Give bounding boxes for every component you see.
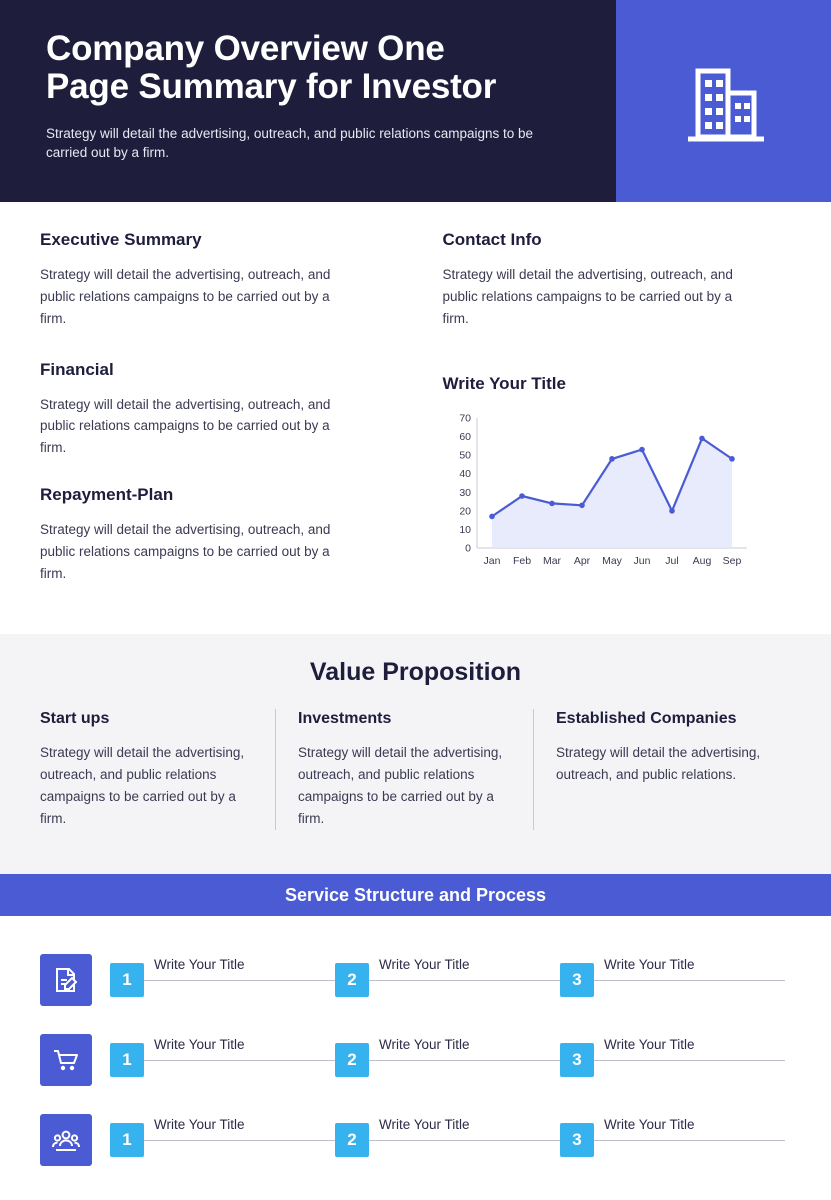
section-contact-info <box>443 230 786 330</box>
svg-text:Jun: Jun <box>633 554 650 567</box>
process-step <box>335 1036 560 1077</box>
svg-text:Feb: Feb <box>512 554 531 567</box>
value-proposition-section <box>0 634 831 874</box>
service-band-title: Service Structure and Process <box>284 884 547 905</box>
process-step-track <box>110 1116 785 1157</box>
process-step-label: Write Your Title <box>379 1036 470 1052</box>
process-step-label: Write Your Title <box>379 956 470 972</box>
value-column-body: Strategy will detail the advertising, outreach, and public relations campaigns to be carried out by a firm. <box>298 745 503 826</box>
svg-text:10: 10 <box>458 523 471 536</box>
section-title: Financial <box>40 359 114 379</box>
section-body: Strategy will detail the advertising, outreach, and public relations campaigns to be carried out by a firm. <box>40 522 331 581</box>
svg-text:20: 20 <box>458 504 471 517</box>
process-step-track <box>110 956 785 997</box>
process-step-label: Write Your Title <box>379 1116 470 1132</box>
section-executive-summary <box>40 230 383 330</box>
process-step-number: 3 <box>560 1123 594 1157</box>
process-step-number: 1 <box>110 1043 144 1077</box>
process-step-number: 2 <box>335 1043 369 1077</box>
section-chart <box>443 374 786 572</box>
service-structure-band <box>0 874 831 916</box>
svg-text:Apr: Apr <box>573 554 590 567</box>
process-step <box>560 1116 785 1157</box>
process-step-label: Write Your Title <box>154 1116 245 1132</box>
page-title: Company Overview One Page Summary for Investor <box>46 29 497 106</box>
value-proposition-title: Value Proposition <box>309 658 522 686</box>
svg-text:0: 0 <box>464 542 471 555</box>
svg-text:50: 50 <box>458 449 471 462</box>
section-financial <box>40 360 383 460</box>
process-step-number: 3 <box>560 1043 594 1077</box>
process-step-track <box>110 1036 785 1077</box>
section-repayment-plan <box>40 485 383 585</box>
svg-text:Sep: Sep <box>722 554 741 567</box>
process-step-number: 3 <box>560 963 594 997</box>
svg-text:Jul: Jul <box>664 554 679 567</box>
header <box>0 0 831 202</box>
process-step-label: Write Your Title <box>154 1036 245 1052</box>
process-row-icon <box>40 1034 92 1086</box>
process-step-label: Write Your Title <box>604 956 695 972</box>
svg-text:60: 60 <box>458 430 471 443</box>
process-row <box>40 940 785 1020</box>
svg-text:Mar: Mar <box>542 554 561 567</box>
header-text-block <box>0 0 616 202</box>
value-column-body: Strategy will detail the advertising, outreach, and public relations. <box>556 745 761 783</box>
process-step-number: 2 <box>335 963 369 997</box>
process-step-number: 2 <box>335 1123 369 1157</box>
process-step <box>110 1036 335 1077</box>
process-step <box>560 1036 785 1077</box>
process-row-icon <box>40 954 92 1006</box>
process-step-label: Write Your Title <box>604 1116 695 1132</box>
svg-text:May: May <box>601 554 622 567</box>
people-group-icon <box>52 1126 80 1154</box>
shopping-cart-icon <box>52 1046 80 1074</box>
process-step-number: 1 <box>110 963 144 997</box>
building-icon <box>676 51 772 151</box>
process-step <box>560 956 785 997</box>
value-column-title: Start ups <box>40 710 110 727</box>
process-row <box>40 1100 785 1180</box>
section-title: Contact Info <box>442 230 542 249</box>
svg-text:30: 30 <box>458 486 471 499</box>
section-body: Strategy will detail the advertising, outreach, and public relations campaigns to be carried out by a firm. <box>442 267 733 326</box>
svg-text:Jan: Jan <box>483 554 500 567</box>
chart-title: Write Your Title <box>442 373 566 393</box>
svg-text:40: 40 <box>458 467 471 480</box>
line-area-chart <box>443 412 753 572</box>
value-column-investments <box>275 709 533 830</box>
value-column-body: Strategy will detail the advertising, outreach, and public relations campaigns to be carried out by a firm. <box>40 745 245 826</box>
section-title: Executive Summary <box>40 230 202 249</box>
section-body: Strategy will detail the advertising, outreach, and public relations campaigns to be carried out by a firm. <box>40 267 331 326</box>
process-step-label: Write Your Title <box>154 956 245 972</box>
value-column-startups <box>40 709 275 830</box>
value-column-established-companies <box>533 709 791 830</box>
process-row <box>40 1020 785 1100</box>
value-proposition-columns <box>40 709 791 830</box>
process-step <box>335 956 560 997</box>
section-body: Strategy will detail the advertising, outreach, and public relations campaigns to be carried out by a firm. <box>40 396 331 456</box>
process-rows <box>0 916 831 1180</box>
process-step <box>110 956 335 997</box>
value-column-title: Investments <box>298 710 392 727</box>
svg-text:Aug: Aug <box>692 554 711 567</box>
document-edit-icon <box>52 966 80 994</box>
left-column <box>40 230 413 634</box>
process-row-icon <box>40 1114 92 1166</box>
main-content <box>0 202 831 634</box>
process-step-label: Write Your Title <box>604 1036 695 1052</box>
value-column-title: Established Companies <box>556 710 737 727</box>
process-step <box>110 1116 335 1157</box>
right-column <box>413 230 786 634</box>
header-icon-panel <box>616 0 831 202</box>
process-step <box>335 1116 560 1157</box>
process-step-number: 1 <box>110 1123 144 1157</box>
svg-text:70: 70 <box>458 412 471 425</box>
section-title: Repayment-Plan <box>40 485 174 505</box>
page-subtitle: Strategy will detail the advertising, outreach, and public relations campaigns to be carried out by a firm. <box>46 125 534 161</box>
